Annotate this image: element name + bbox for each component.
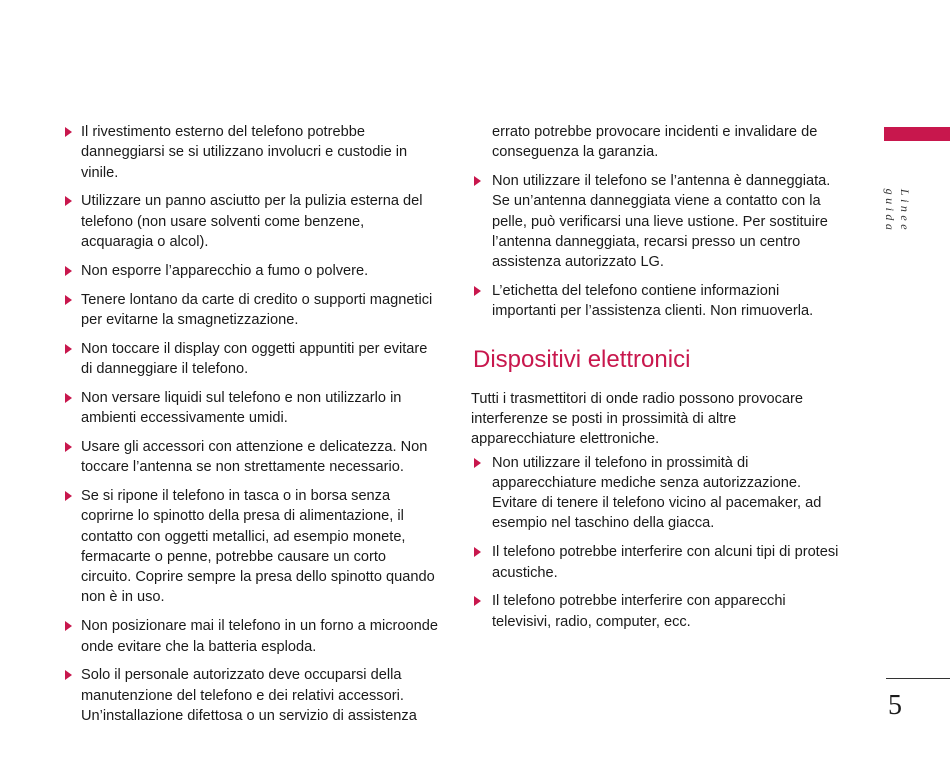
side-section-label: Linee guida [883, 188, 912, 234]
bullet-arrow-icon [65, 295, 72, 305]
bullet-arrow-icon [65, 393, 72, 403]
list-item: Non versare liquidi sul telefono e non utilizzarlo in ambienti eccessivamente umidi. [62, 388, 440, 429]
section-heading: Dispositivi elettronici [473, 345, 691, 373]
section-intro: Tutti i trasmettitori di onde radio possono provocare interferenze se posti in prossimità di altre apparecchiature elettroniche. [471, 390, 804, 448]
list-item: Non toccare il display con oggetti appuntiti per evitare di danneggiare il telefono. [62, 339, 440, 380]
list-item: L’etichetta del telefono contiene informazioni importanti per l’assistenza clienti. Non rimuoverla. [471, 281, 841, 322]
bullet-arrow-icon [65, 670, 72, 680]
page-number: 5 [888, 690, 902, 721]
bullet-arrow-icon [474, 458, 481, 468]
list-item: Il rivestimento esterno del telefono potrebbe danneggiarsi se si utilizzano involucri e custodie in vinile. [62, 122, 440, 183]
bullet-arrow-icon [65, 491, 72, 501]
list-item: Tenere lontano da carte di credito o supporti magnetici per evitarne la smagnetizzazione. [62, 290, 440, 331]
right-bullet-list [471, 171, 841, 322]
bullet-arrow-icon [65, 196, 72, 206]
list-item: Non utilizzare il telefono in prossimità di apparecchiature mediche senza autorizzazione. Evitare di tenere il telefono vicino al pacemaker, ad esempio nel taschino della giacca. [471, 453, 841, 534]
left-bullet-list [62, 122, 440, 726]
list-item: Il telefono potrebbe interferire con apparecchi televisivi, radio, computer, ecc. [471, 591, 841, 632]
page-number-rule [886, 678, 950, 679]
section-tab-marker [884, 127, 950, 141]
section-bullet-list [471, 453, 841, 632]
list-item: Usare gli accessori con attenzione e delicatezza. Non toccare l’antenna se non strettamente necessario. [62, 437, 440, 478]
list-item: Non utilizzare il telefono se l’antenna è danneggiata. Se un’antenna danneggiata viene a contatto con la pelle, può verificarsi una lieve ustione. Per sostituire l’antenna danneggiata, recarsi presso un centro assistenza autorizzato LG. [471, 171, 841, 272]
bullet-arrow-icon [65, 621, 72, 631]
list-item: Solo il personale autorizzato deve occuparsi della manutenzione del telefono e dei relativi accessori. Un’installazione difettosa o un servizio di assistenza [62, 665, 440, 726]
list-item: Non posizionare mai il telefono in un forno a microonde onde evitare che la batteria esploda. [62, 616, 440, 657]
bullet-arrow-icon [65, 442, 72, 452]
bullet-arrow-icon [474, 286, 481, 296]
bullet-arrow-icon [65, 266, 72, 276]
bullet-arrow-icon [474, 596, 481, 606]
bullet-arrow-icon [474, 547, 481, 557]
bullet-arrow-icon [65, 127, 72, 137]
list-item: Non esporre l’apparecchio a fumo o polvere. [62, 261, 440, 281]
list-item: Se si ripone il telefono in tasca o in borsa senza coprirne lo spinotto della presa di alimentazione, il contatto con oggetti metallici, ad esempio monete, fermacarte o penne, potrebbe causare un corto circuito. Coprire sempre la presa dello spinotto quando non è in uso. [62, 486, 440, 608]
list-item: Il telefono potrebbe interferire con alcuni tipi di protesi acustiche. [471, 542, 841, 583]
left-column [62, 122, 440, 735]
continued-text: errato potrebbe provocare incidenti e invalidare de conseguenza la garanzia. [492, 124, 818, 161]
bullet-arrow-icon [474, 176, 481, 186]
list-item: Utilizzare un panno asciutto per la pulizia esterna del telefono (non usare solventi come benzene, acquaragia o alcol). [62, 191, 440, 252]
right-column [471, 122, 841, 640]
bullet-arrow-icon [65, 344, 72, 354]
